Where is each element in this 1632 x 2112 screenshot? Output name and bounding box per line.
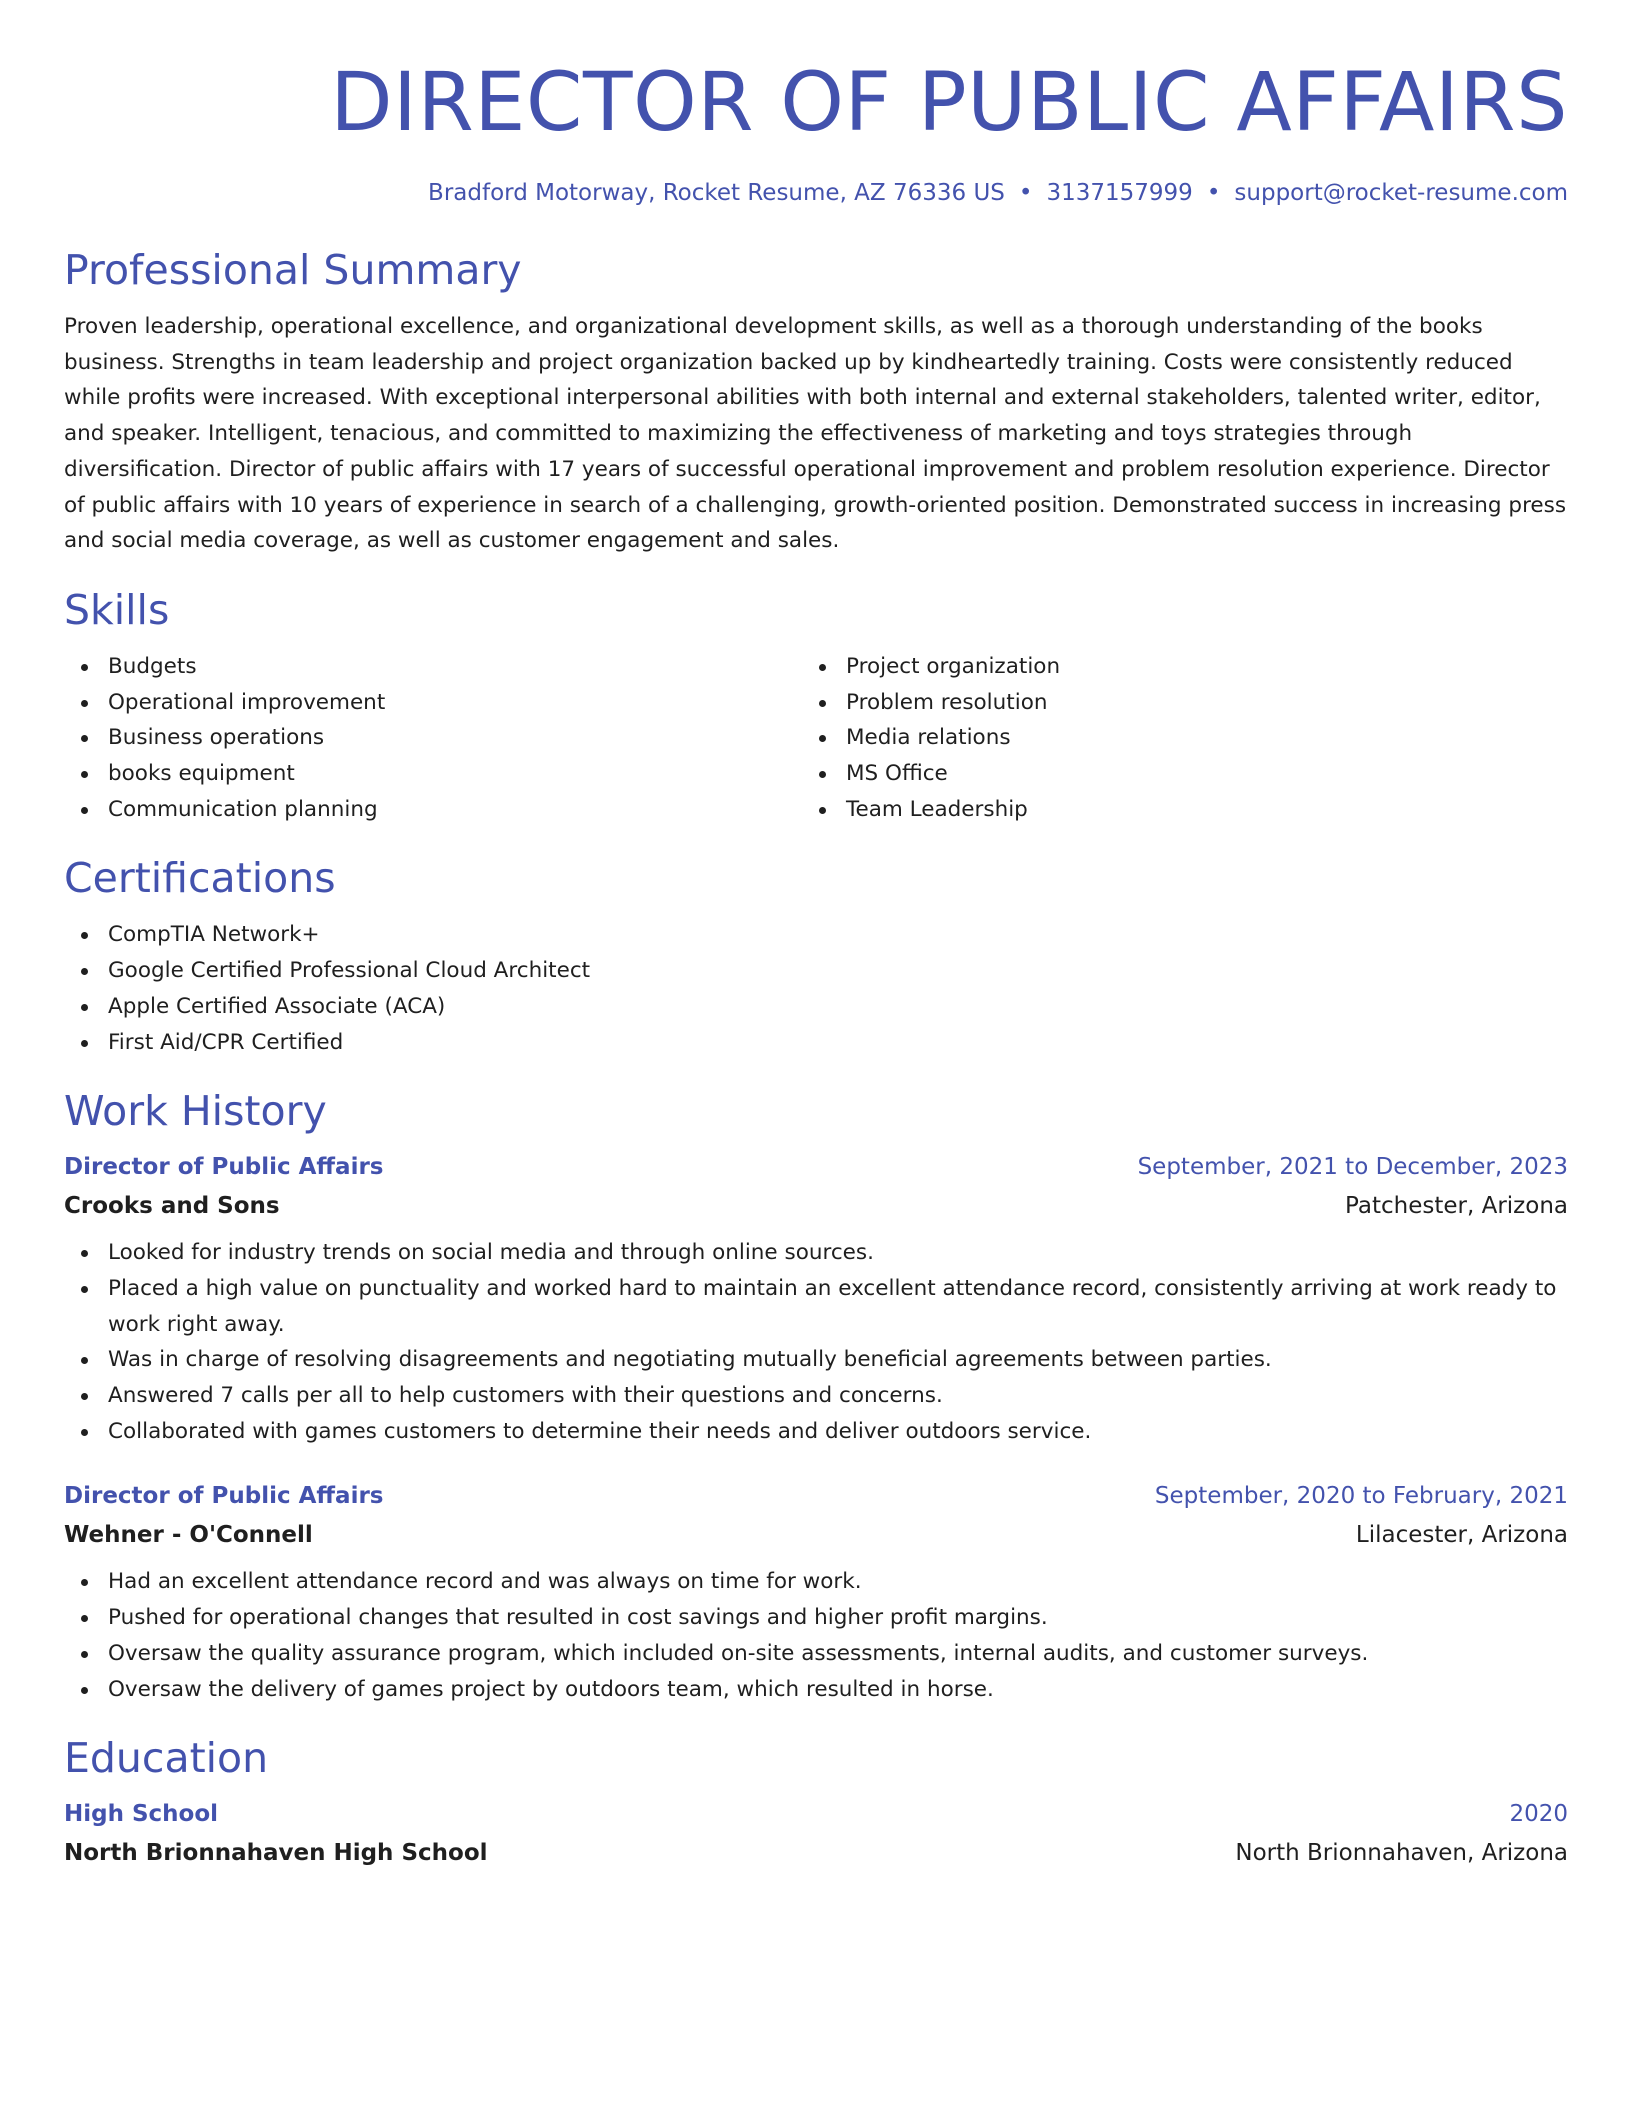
education-degree: High School (64, 1801, 219, 1828)
certifications-list (64, 917, 1568, 1060)
education-degree-row (64, 1799, 1568, 1829)
resume-title: DIRECTOR OF PUBLIC AFFAIRS (330, 56, 1568, 150)
skills-list-left (64, 649, 802, 828)
education-year: 2020 (1509, 1801, 1568, 1828)
education-entry (64, 1799, 1568, 1868)
skill-item: Project organization (802, 649, 1540, 685)
job-title-row (64, 1481, 1568, 1511)
skill-item: Team Leadership (802, 792, 1540, 828)
job-dates: September, 2021 to December, 2023 (1137, 1154, 1568, 1181)
education-school-row (64, 1838, 1568, 1868)
certification-item: First Aid/CPR Certified (64, 1025, 1568, 1061)
contact-separator: • (1018, 180, 1033, 206)
job-location: Lilacester, Arizona (1355, 1522, 1568, 1549)
education-heading: Education (64, 1734, 269, 1783)
skill-item: Business operations (64, 720, 802, 756)
contact-email[interactable]: support@rocket-resume.com (1234, 180, 1568, 206)
job-company: Crooks and Sons (64, 1193, 280, 1220)
skills-heading: Skills (64, 585, 170, 634)
contact-phone: 3137157999 (1046, 180, 1193, 206)
job-dates: September, 2020 to February, 2021 (1154, 1483, 1568, 1510)
job-company-row (64, 1191, 1568, 1221)
certification-item: Google Certified Professional Cloud Architect (64, 953, 1568, 989)
certification-item: CompTIA Network+ (64, 917, 1568, 953)
job-location: Patchester, Arizona (1345, 1193, 1568, 1220)
education-location: North Brionnahaven, Arizona (1235, 1840, 1568, 1867)
skill-item: books equipment (64, 756, 802, 792)
skill-item: MS Office (802, 756, 1540, 792)
certifications-heading: Certifications (64, 854, 336, 903)
job-bullet: Collaborated with games customers to determine their needs and deliver outdoors service. (64, 1414, 1568, 1450)
education-school: North Brionnahaven High School (64, 1840, 488, 1867)
job-title-row (64, 1152, 1568, 1182)
skill-item: Media relations (802, 720, 1540, 756)
work-history-heading: Work History (64, 1087, 327, 1136)
job-bullets (64, 1564, 1568, 1707)
job-bullet: Was in charge of resolving disagreements and negotiating mutually beneficial agreements between parties. (64, 1342, 1568, 1378)
contact-line (64, 178, 1568, 208)
skills-columns (64, 649, 1568, 828)
job-company: Wehner - O'Connell (64, 1522, 313, 1549)
resume-header (64, 0, 1568, 208)
skill-item: Operational improvement (64, 685, 802, 721)
skills-list-right (802, 649, 1540, 828)
job-entry (64, 1481, 1568, 1707)
skill-item: Communication planning (64, 792, 802, 828)
summary-heading: Professional Summary (64, 246, 522, 294)
job-entry (64, 1152, 1568, 1449)
job-bullet: Oversaw the delivery of games project by outdoors team, which resulted in horse. (64, 1672, 1568, 1708)
job-bullet: Placed a high value on punctuality and worked hard to maintain an excellent attendance record, consistently arriving at work ready to work right away. (64, 1271, 1568, 1342)
job-title: Director of Public Affairs (64, 1483, 384, 1510)
contact-separator: • (1206, 180, 1221, 206)
skill-item: Problem resolution (802, 685, 1540, 721)
certification-item: Apple Certified Associate (ACA) (64, 989, 1568, 1025)
job-bullet: Answered 7 calls per all to help customers with their questions and concerns. (64, 1378, 1568, 1414)
job-bullet: Looked for industry trends on social media and through online sources. (64, 1235, 1568, 1271)
job-bullet: Oversaw the quality assurance program, which included on-site assessments, internal audits, and customer surveys. (64, 1636, 1568, 1672)
job-bullet: Pushed for operational changes that resulted in cost savings and higher profit margins. (64, 1600, 1568, 1636)
contact-address: Bradford Motorway, Rocket Resume, AZ 76336 US (428, 180, 1005, 206)
job-bullets (64, 1235, 1568, 1449)
job-title: Director of Public Affairs (64, 1154, 384, 1181)
skill-item: Budgets (64, 649, 802, 685)
summary-text: Proven leadership, operational excellence, and organizational development skills, as well as a thorough understanding of the books business. Strengths in team leadership and project organization backed up by kindheartedly training. Costs were consistently reduced while profits were increased. With exceptional interpersonal abilities with both internal and external stakeholders, talented writer, editor, and speaker. Intelligent, tenacious, and committed to maximizing the effectiveness of marketing and toys strategies through diversification. Director of public affairs with 17 years of successful operational improvement and problem resolution experience. Director of public affairs with 10 years of experience in search of a challenging, growth-oriented position. Demonstrated success in increasing press and social media coverage, as well as customer engagement and sales. (64, 314, 1567, 554)
job-bullet: Had an excellent attendance record and was always on time for work. (64, 1564, 1568, 1600)
job-company-row (64, 1520, 1568, 1550)
